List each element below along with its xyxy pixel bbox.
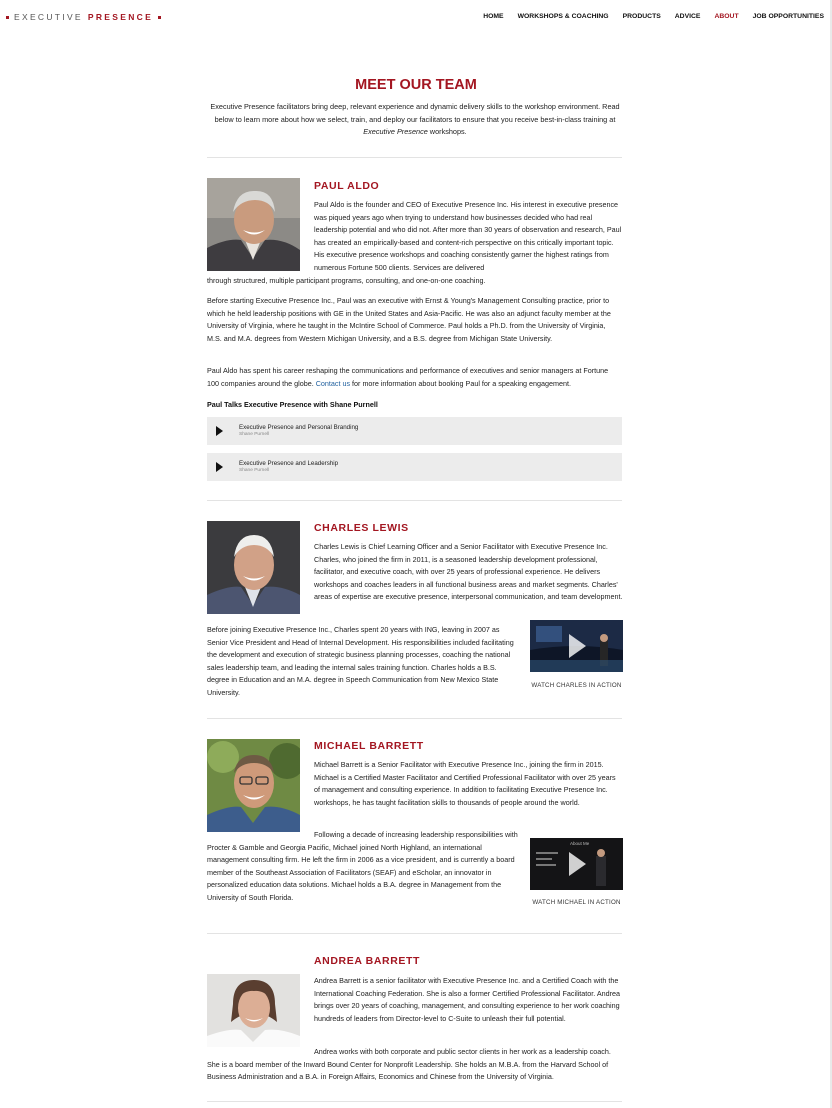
michael-video-caption[interactable]: WATCH MICHAEL IN ACTION (532, 899, 621, 906)
site-logo[interactable] (6, 12, 161, 22)
nav-advice[interactable]: ADVICE (674, 13, 701, 20)
nav-products[interactable]: PRODUCTS (622, 13, 661, 20)
nav-about[interactable]: ABOUT (714, 13, 739, 20)
play-icon[interactable] (216, 462, 223, 472)
charles-video-thumbnail[interactable] (530, 620, 623, 672)
charles-bio-1: Charles Lewis is Chief Learning Officer and a Senior Facilitator with Executive Presence Inc. Charles, who joined the firm in 2011, is a seasoned leadership development professional, facilitator, and executive coach, with over 25 years of professional experience. He delivers workshops and coaches leaders in all functional business areas and market segments. Charles' areas of expertise are executive presence, interpersonal communication, and team development. (314, 542, 623, 602)
page-title: MEET OUR TEAM (355, 77, 477, 93)
member-name-andrea-barrett: ANDREA BARRETT (314, 955, 421, 967)
andrea-barrett-photo (207, 974, 300, 1047)
andrea-bio-1: Andrea Barrett is a senior facilitator with Executive Presence Inc. and a Certified Coach with the International Coaching Federation. She is also a former Certified Professional Facilitator. Andrea brings over 20 years of coaching, management, and consulting experience to her work coaching hundreds of leaders from Director-level to C-Suite to unleash their full potential. (314, 976, 621, 1023)
michael-video-thumbnail[interactable] (530, 838, 623, 890)
andrea-bio-2: Andrea works with both corporate and public sector clients in her work as a leadership coach. She is a board member of the Inward Bound Center for Nonprofit Leadership. She holds an M.B.A. from the Harvard School of Business Administration and a B.A. in Foreign Affairs, Economics and Chinese from the University of Virginia. (207, 1047, 611, 1082)
charles-video-caption[interactable]: WATCH CHARLES IN ACTION (531, 682, 622, 689)
video-play-icon[interactable] (569, 634, 586, 658)
section-divider (207, 718, 622, 719)
track-artist: Shane Purnell (239, 468, 270, 473)
video-play-icon[interactable] (569, 852, 586, 876)
member-name-michael-barrett: MICHAEL BARRETT (314, 740, 424, 752)
nav-job-opportunities[interactable]: JOB OPPORTUNITIES (752, 13, 824, 20)
section-divider (207, 1101, 622, 1102)
michael-barrett-photo (207, 739, 300, 832)
charles-bio-2: Before joining Executive Presence Inc., Charles spent 20 years with ING, leaving in 2007 as Senior Vice President and Head of Internal Development. His responsibilities included facilitating the development and execution of strategic business planning processes, coaching the national sales leadership team, and leading the internal sales training function. Charles holds a B.S. degree in Education and an M.A. degree in Speech Communication from New Mexico State University. (207, 625, 514, 697)
main-nav (483, 13, 824, 20)
section-divider (207, 157, 622, 158)
paul-aldo-photo (207, 178, 300, 271)
michael-bio-1: Michael Barrett is a Senior Facilitator with Executive Presence Inc., joining the firm in 2015. Michael is a Certified Master Facilitator and Certified Professional Facilitator with over 25 years of management and consulting experience. In addition to facilitating Executive Presence Inc. workshops, he has taught facilitation skills to thousands of people around the world. (314, 760, 616, 807)
track-artist: Shane Purnell (239, 432, 270, 437)
contact-us-link[interactable]: Contact us (315, 378, 351, 388)
michael-bio-2: Following a decade of increasing leadership responsibilities with Procter & Gamble and Georgia Pacific, Michael joined North Highland, an international management consulting firm. He left the firm in 2006 as a vice president, and is currently a board member of the Southeast Association of Facilitators (SEAF) and eScholar, an innovator in personalized education data solutions. Michael holds a B.A. degree in Management from the University of South Florida. (207, 830, 518, 902)
member-name-paul-aldo: PAUL ALDO (314, 180, 380, 192)
member-name-charles-lewis: CHARLES LEWIS (314, 522, 409, 534)
audio-track-1[interactable] (207, 417, 622, 445)
intro-text: Executive Presence facilitators bring deep, relevant experience and dynamic delivery skills to the workshop environment. Read below to learn more about how we select, train, and deploy our facilitators to ensure that you receive best-in-class training at Executive Presence workshops. (210, 102, 620, 136)
section-divider (207, 500, 622, 501)
charles-lewis-photo (207, 521, 300, 614)
logo-text-presence: PRESENCE (87, 12, 154, 22)
video-label: About Me (570, 841, 590, 846)
track-title: Executive Presence and Personal Branding (239, 424, 359, 431)
paul-bio-3: Paul Aldo has spent his career reshaping the communications and performance of executives and senior managers at Fortune 100 companies around the globe. Contact us for more information about booking Paul for a speaking engagement. (207, 366, 609, 388)
paul-bio-2: Before starting Executive Presence Inc., Paul was an executive with Ernst & Young's Management Consulting practice, prior to which he held leadership positions with GE in the United States and Asia-Pacific. He was also an adjunct faculty member at the University of Virginia, where he taught in the McIntire School of Commerce. Paul holds a Ph.D. from the University of Virginia, M.S. and M.A. degrees from Western Michigan University, and a B.S. degree from Michigan State University. (207, 296, 611, 343)
paul-talks-heading: Paul Talks Executive Presence with Shane Purnell (207, 400, 378, 409)
nav-workshops-coaching[interactable]: WORKSHOPS & COACHING (517, 13, 609, 20)
intro-emphasis: Executive Presence (363, 127, 428, 136)
play-icon[interactable] (216, 426, 223, 436)
logo-text-executive: EXECUTIVE (14, 12, 83, 22)
site-header (0, 0, 832, 36)
paul-bio-1a: Paul Aldo is the founder and CEO of Executive Presence Inc. His interest in executive presence was piqued years ago when trying to understand how businesses decided who had real leadership potential and who did not. After more than 30 years of observation and research, Paul has created an empirically-based and content-rich perspective on this critically important topic. His executive presence workshops and coaching consistently garner the highest ratings from numerous Fortune 500 clients. Services are delivered (314, 200, 622, 272)
track-title: Executive Presence and Leadership (239, 460, 339, 467)
audio-track-2[interactable] (207, 453, 622, 481)
logo-square-icon (158, 16, 161, 19)
logo-square-icon (6, 16, 9, 19)
nav-home[interactable]: HOME (483, 13, 504, 20)
paul-bio-1b: through structured, multiple participant programs, consulting, and one-on-one coaching. (207, 276, 486, 285)
section-divider (207, 933, 622, 934)
